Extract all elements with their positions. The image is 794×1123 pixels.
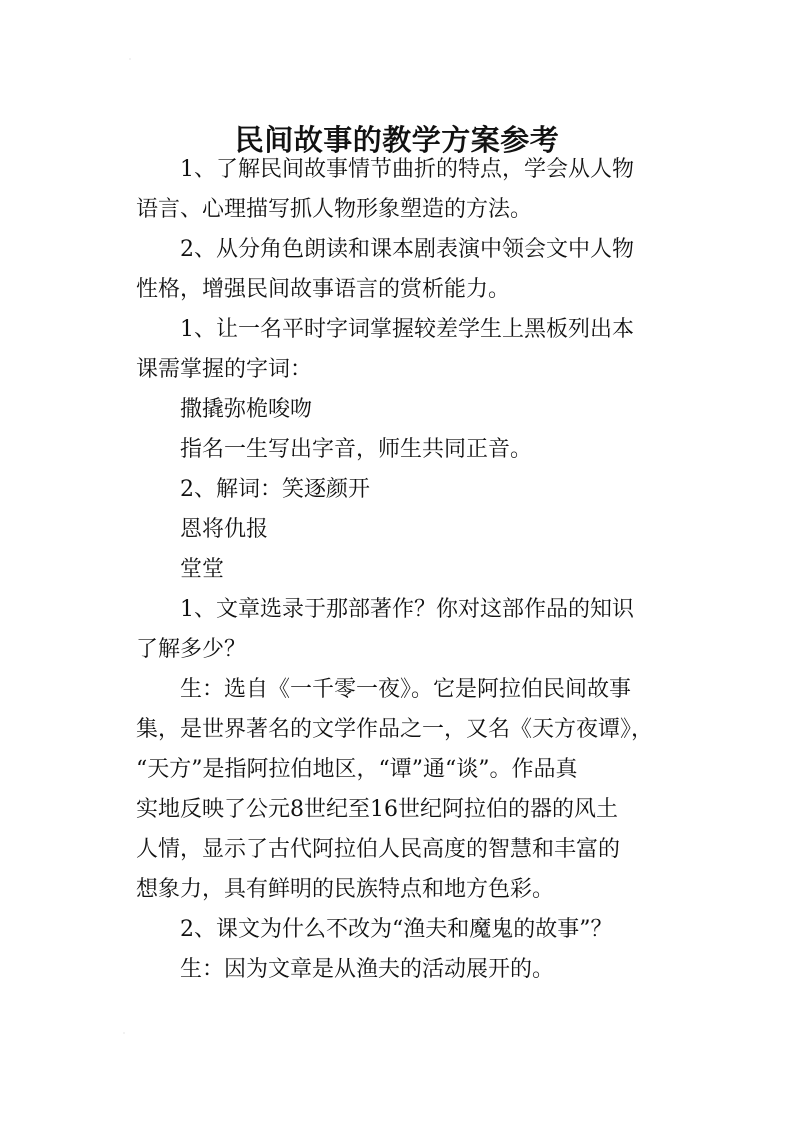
body-line: 课需掌握的字词： xyxy=(136,357,313,382)
body-line: 指名一生写出字音，师生共同正音。 xyxy=(180,437,533,462)
body-line: 1、让一名平时字词掌握较差学生上黑板列出本 xyxy=(180,317,634,342)
body-line: 1、文章选录于那部著作？你对这部作品的知识 xyxy=(180,597,634,622)
body-line: “天方”是指阿拉伯地区，“谭”通“谈”。作品真 xyxy=(136,757,578,782)
body-line: 实地反映了公元8世纪至16世纪阿拉伯的器的风土 xyxy=(136,797,618,822)
body-line: 2、课文为什么不改为“渔夫和魔鬼的故事”？ xyxy=(180,917,613,942)
body-line: 性格，增强民间故事语言的赏析能力。 xyxy=(136,277,511,302)
body-line: 人情，显示了古代阿拉伯人民高度的智慧和丰富的 xyxy=(136,837,621,862)
body-line: 集，是世界著名的文学作品之一，又名《天方夜谭》， xyxy=(136,717,654,742)
body-line: 2、解词：笑逐颜开 xyxy=(180,477,370,502)
body-line: 想象力，具有鲜明的民族特点和地方色彩。 xyxy=(136,877,555,902)
body-line: 了解多少？ xyxy=(136,637,247,662)
body-line: 生：选自《一千零一夜》。它是阿拉伯民间故事 xyxy=(180,677,632,702)
body-line: 语言、心理描写抓人物形象塑造的方法。 xyxy=(136,197,533,222)
document-body xyxy=(136,150,676,990)
page-title: 民间故事的教学方案参考 xyxy=(234,123,560,158)
body-line: 恩将仇报 xyxy=(180,517,269,542)
corner-mark-top: ˙ xyxy=(128,58,132,67)
body-line: 2、从分角色朗读和课本剧表演中领会文中人物 xyxy=(180,237,634,262)
body-line: 撒撬弥桅唆吻 xyxy=(180,397,313,422)
body-line: 堂堂 xyxy=(180,557,225,582)
body-line: 1、了解民间故事情节曲折的特点，学会从人物 xyxy=(180,157,634,182)
corner-mark-bottom: ˙ xyxy=(122,1032,126,1041)
body-line: 生：因为文章是从渔夫的活动展开的。 xyxy=(180,957,555,982)
